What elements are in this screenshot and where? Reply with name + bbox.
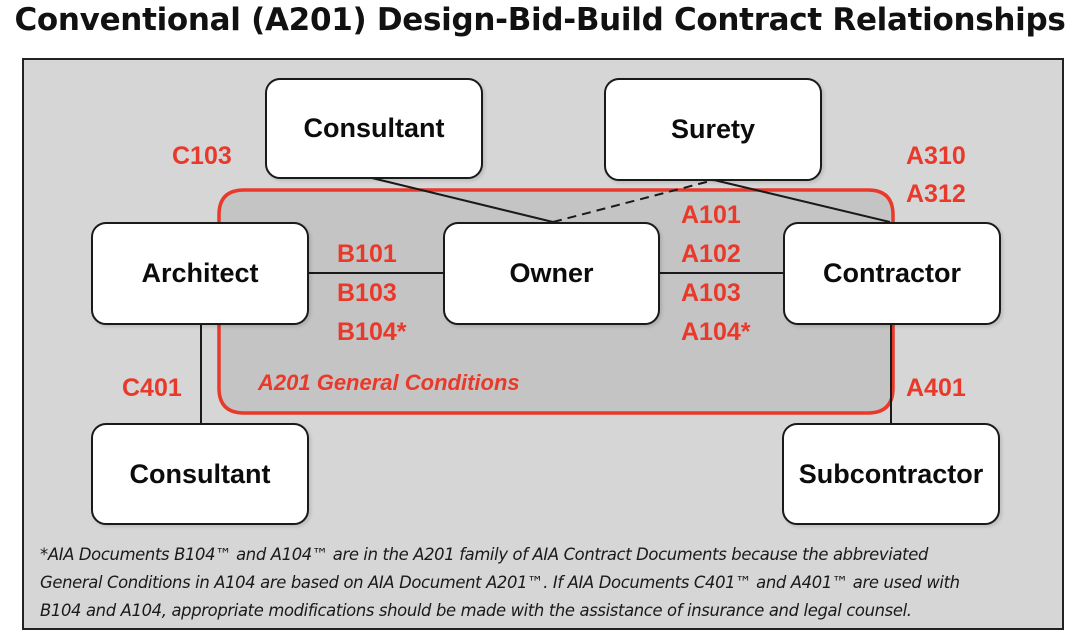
subcontractor-label: Subcontractor (798, 458, 984, 489)
code-a310: A310 (906, 142, 966, 170)
code-b101: B101 (337, 240, 397, 268)
architect-node (91, 222, 309, 325)
page-title: Conventional (A201) Design-Bid-Build Contract Relationships (14, 2, 1066, 38)
footnote (40, 541, 1050, 625)
footnote-line: B104 and A104, appropriate modifications should be made with the assistance of insurance and legal counsel. (40, 601, 912, 620)
owner-label: Owner (509, 258, 594, 288)
consultant-top-label: Consultant (303, 113, 445, 143)
footnote-line: *AIA Documents B104™ and A104™ are in the A201 family of AIA Contract Documents because the abbreviated (40, 545, 929, 564)
consultant-bottom-label: Consultant (129, 458, 271, 489)
owner-node (443, 222, 660, 325)
code-b103: B103 (337, 279, 397, 307)
surety-node (604, 78, 822, 181)
code-a401: A401 (906, 374, 966, 402)
footnote-line: General Conditions in A104 are based on AIA Document A201™. If AIA Documents C401™ and A401™ are used with (40, 573, 960, 592)
general-conditions-label: A201 General Conditions (258, 370, 520, 395)
consultant-bottom-node (91, 423, 309, 525)
surety-label: Surety (670, 114, 756, 144)
architect-label: Architect (141, 258, 259, 288)
code-c401: C401 (122, 374, 182, 402)
code-a102: A102 (681, 240, 741, 268)
contractor-label: Contractor (822, 258, 961, 288)
code-a312: A312 (906, 180, 966, 208)
code-c103: C103 (172, 142, 232, 170)
code-a101: A101 (681, 201, 741, 229)
code-a104: A104* (681, 318, 751, 346)
code-b104: B104* (337, 318, 407, 346)
code-a103: A103 (681, 279, 741, 307)
subcontractor-node (782, 423, 1000, 525)
consultant-top-node (265, 78, 483, 179)
contractor-node (783, 222, 1001, 325)
